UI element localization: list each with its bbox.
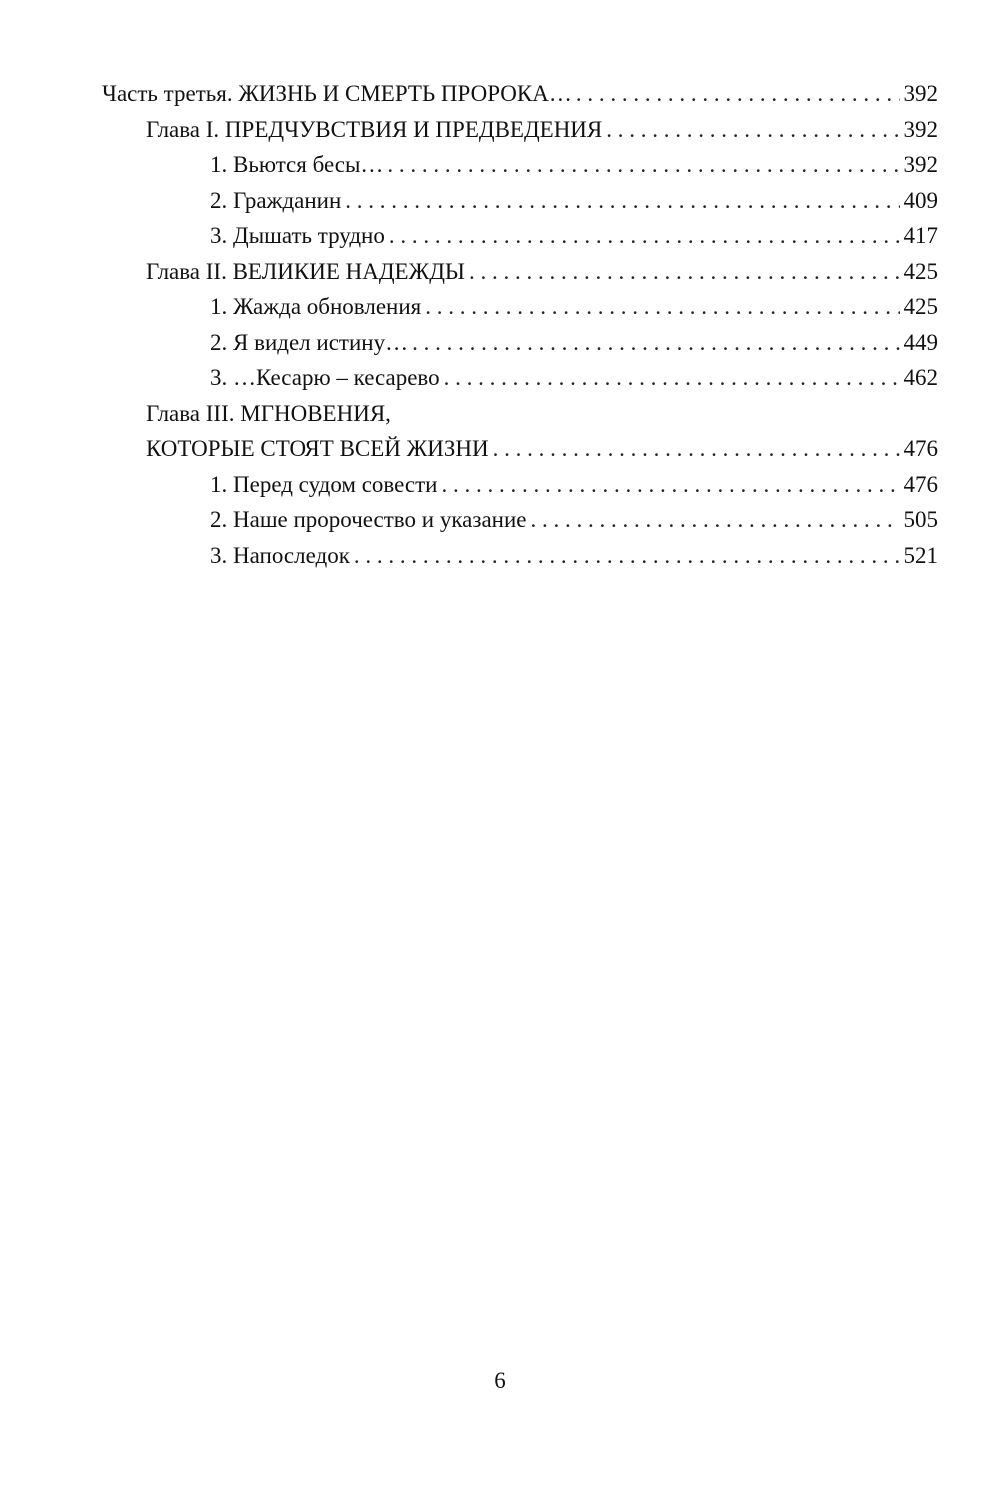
toc-entry <box>102 431 938 467</box>
toc-entry <box>102 502 938 538</box>
toc-entry-page: 476 <box>903 436 938 461</box>
toc-entry <box>102 76 938 112</box>
toc-entry-title: КОТОРЫЕ СТОЯТ ВСЕЙ ЖИЗНИ <box>146 436 489 461</box>
dot-leader <box>444 360 900 396</box>
dot-leader <box>441 467 899 503</box>
toc-entry-title: 1. Перед судом совести <box>210 471 438 497</box>
toc-entry-title: 3. Дышать трудно <box>210 223 385 248</box>
toc-entry <box>102 289 938 325</box>
toc-entry <box>102 467 938 503</box>
dot-leader <box>493 431 900 467</box>
toc-entry-page: 425 <box>903 294 938 319</box>
toc-entry <box>102 325 938 361</box>
toc-entry <box>102 538 938 574</box>
toc-entry-title: Глава II. ВЕЛИКИЕ НАДЕЖДЫ <box>146 258 465 284</box>
dot-leader <box>606 112 899 148</box>
toc-entry-page: 505 <box>903 507 938 532</box>
dot-leader <box>345 183 899 219</box>
dot-leader <box>354 538 900 574</box>
toc-entry-title: Глава III. МГНОВЕНИЯ, <box>146 400 391 426</box>
dot-leader <box>425 289 899 325</box>
toc-entry-title: 1. Жажда обновления <box>210 294 422 319</box>
page-number: 6 <box>494 1368 506 1393</box>
toc-entry-title: Часть третья. ЖИЗНЬ И СМЕРТЬ ПРОРОКА… <box>102 81 572 106</box>
dot-leader <box>387 147 899 183</box>
toc-entry-page: 425 <box>903 258 938 284</box>
toc-entry-title: 2. Гражданин <box>210 187 342 213</box>
toc-entry-page: 392 <box>903 152 938 177</box>
toc-entry-page: 521 <box>903 542 938 568</box>
toc-entry <box>102 360 938 396</box>
toc-entry <box>102 112 938 148</box>
toc-entry-page: 392 <box>903 81 938 106</box>
dot-leader <box>530 502 899 538</box>
dot-leader <box>469 254 900 290</box>
dot-leader <box>576 76 900 112</box>
toc-entry-title: 2. Я видел истину… <box>210 329 409 355</box>
dot-leader <box>389 218 900 254</box>
toc-entry-page: 462 <box>903 365 938 390</box>
toc-entry-page: 417 <box>903 223 938 248</box>
toc-entry-title: 3. Напоследок <box>210 542 350 568</box>
toc-entry-page: 392 <box>903 116 938 142</box>
toc-entry <box>102 147 938 183</box>
toc-entry-title: 3. …Кесарю – кесарево <box>210 365 440 390</box>
toc-entry-page: 476 <box>903 471 938 497</box>
toc-entry-title: Глава I. ПРЕДЧУВСТВИЯ И ПРЕДВЕДЕНИЯ <box>146 116 603 142</box>
toc-entry-title: 1. Вьются бесы… <box>210 152 384 177</box>
table-of-contents <box>102 76 938 573</box>
toc-entry-page: 409 <box>903 187 938 213</box>
toc-entry <box>102 183 938 219</box>
toc-entry-page: 449 <box>903 329 938 355</box>
toc-entry <box>102 218 938 254</box>
toc-entry-title: 2. Наше пророчество и указание <box>210 507 527 532</box>
toc-entry <box>102 254 938 290</box>
toc-entry <box>102 396 938 432</box>
dot-leader <box>412 325 899 361</box>
